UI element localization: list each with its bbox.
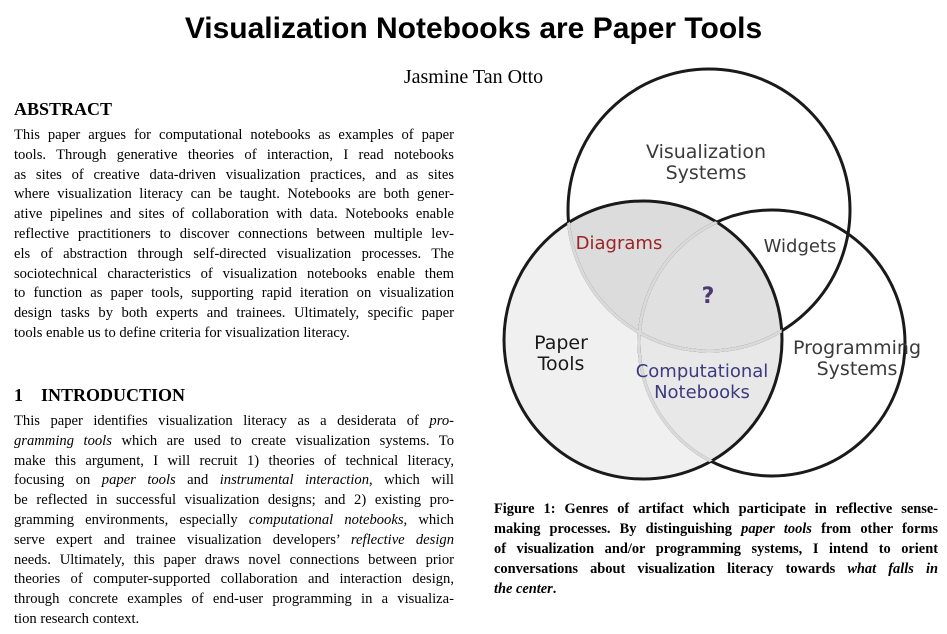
abstract-line: This paper argues for computational notebooks as examples of paper xyxy=(14,127,454,143)
caption-line: the center. xyxy=(494,581,557,597)
abstract-line: as sites of creative data-driven visualization practices, and as sites xyxy=(14,166,454,183)
intro-line: gramming environments, especially computational notebooks, which xyxy=(14,511,454,528)
abstract-line: to function as paper tools, supporting rapid iteration on visualization xyxy=(14,285,454,302)
visualization-systems-label-1: Visualization xyxy=(645,141,767,163)
intro-line: This paper identifies visualization literacy as a desiderata of pro- xyxy=(14,413,454,429)
abstract-line: design tasks by both experts and trainees. Ultimately, specific paper xyxy=(14,305,454,322)
abstract-line: tools. Through generative theories of interaction, I read notebooks xyxy=(14,146,454,163)
diagrams-label: Diagrams xyxy=(575,233,663,254)
intro-line: focusing on paper tools and instrumental interaction, which will xyxy=(14,472,454,489)
figure-caption xyxy=(494,499,938,599)
caption-line: Figure 1: Genres of artifact which participate in reflective sense- xyxy=(494,501,938,517)
caption-line: conversations about visualization literacy towards what falls in xyxy=(494,561,938,577)
computational-notebooks-label-1: Computational xyxy=(635,361,769,382)
abstract-line: where visualization literacy can be taught. Notebooks are both gener- xyxy=(14,186,454,203)
widgets-label: Widgets xyxy=(763,236,837,257)
abstract-heading: ABSTRACT xyxy=(14,99,113,119)
intro-line: gramming tools which are used to create visualization systems. To xyxy=(14,432,454,449)
caption-line: of visualization and/or programming systems, I intend to orient xyxy=(494,541,938,557)
intro-line: be reflected in successful visualization designs; and 2) existing pro- xyxy=(14,492,454,509)
intro-line: make this argument, I will recruit 1) theories of technical literacy, xyxy=(14,452,454,469)
intro-line: serve expert and trainee visualization developers’ reflective design xyxy=(14,531,454,548)
abstract-line: sociotechnical characteristics of visualization notebooks enable them xyxy=(14,265,454,282)
abstract-line: reflective practitioners to discover connections between multiple lev- xyxy=(14,225,454,242)
computational-notebooks-label-2: Notebooks xyxy=(654,382,750,403)
intro-line: needs. Ultimately, this paper draws novel connections between prior xyxy=(14,551,454,568)
paper-tools-label-2: Tools xyxy=(537,353,585,375)
programming-systems-label-1: Programming xyxy=(792,337,922,359)
programming-systems-label-2: Systems xyxy=(816,358,898,380)
author-name: Jasmine Tan Otto xyxy=(403,66,544,88)
intro-line: theories of computer-supported collaboration and interaction design, xyxy=(14,571,454,588)
abstract-line: ative pipelines and sites of collaboration with data. Notebooks enable xyxy=(14,206,454,223)
visualization-systems-label-2: Systems xyxy=(665,162,747,184)
intro-line: through concrete examples of end-user programming in a visualiza- xyxy=(14,591,454,608)
abstract-line: els of abstraction through self-directed visualization processes. The xyxy=(14,245,454,262)
center-question-label: ? xyxy=(701,284,715,309)
abstract-line: tools enable us to define criteria for visualization literacy. xyxy=(14,324,350,341)
section-number: 1 xyxy=(14,385,23,405)
paper-title: Visualization Notebooks are Paper Tools xyxy=(184,12,763,45)
paper-tools-label-1: Paper xyxy=(534,332,588,354)
intro-line: tion research context. xyxy=(14,610,140,627)
caption-line: making processes. By distinguishing paper tools from other forms xyxy=(494,521,938,537)
section-title: INTRODUCTION xyxy=(41,385,186,405)
